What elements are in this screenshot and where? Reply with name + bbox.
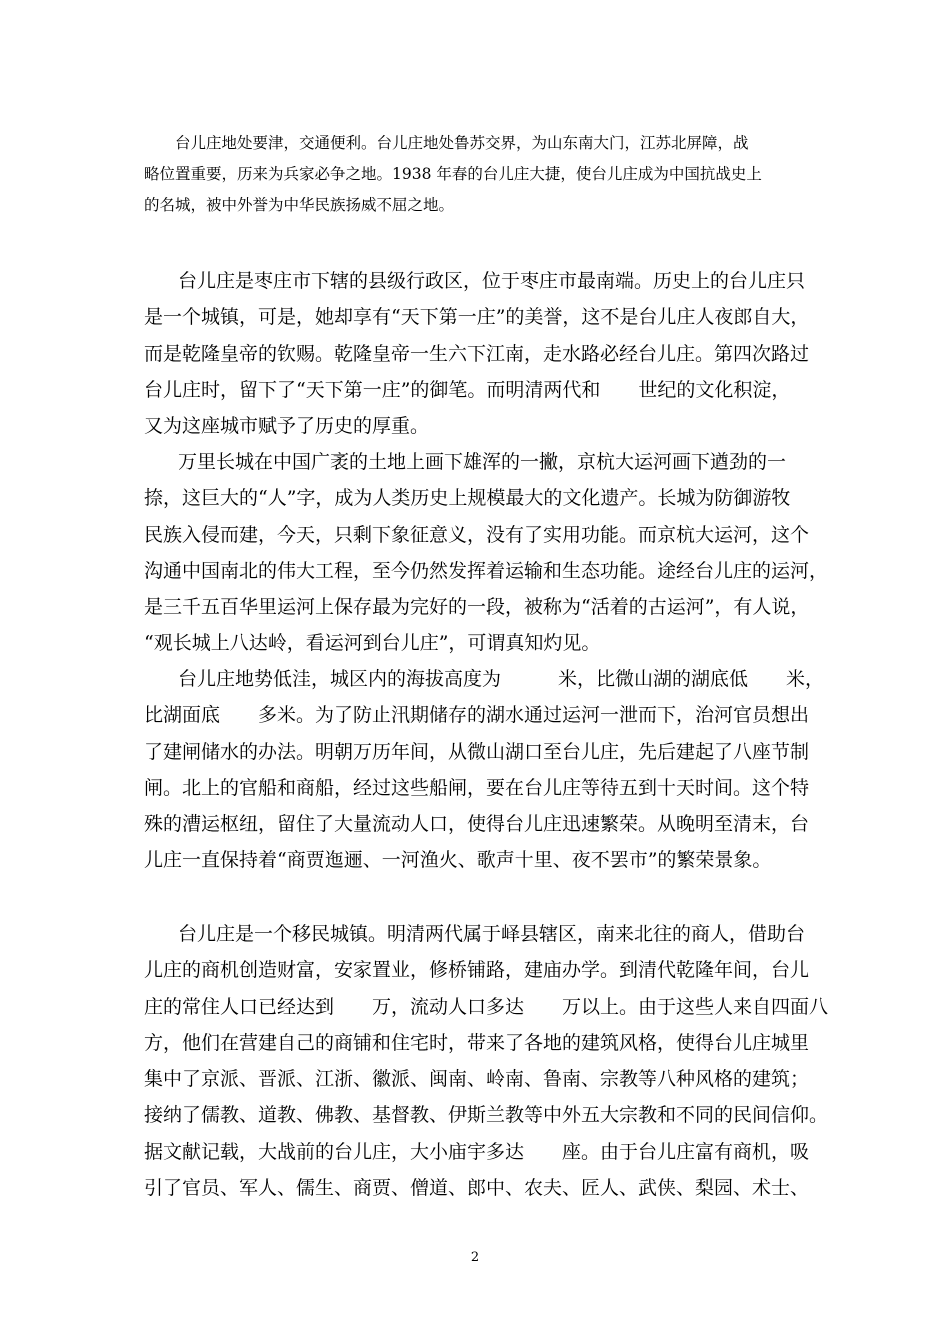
paragraph-line: 集中了京派、晋派、江浙、徽派、闽南、岭南、鲁南、宗教等八种风格的建筑； bbox=[144, 1068, 810, 1091]
paragraph-line: 殊的漕运枢纽，留住了大量流动人口，使得台儿庄迅速繁荣。从晚明至清末，台 bbox=[144, 813, 810, 836]
body-paragraph-1 bbox=[144, 263, 816, 444]
paragraph-line: 捺，这巨大的“人”字，成为人类历史上规模最大的文化遗产。长城为防御游牧 bbox=[144, 487, 791, 510]
paragraph-line: 儿庄一直保持着“商贾迤逦、一河渔火、歌声十里、夜不罢市”的繁荣景象。 bbox=[144, 849, 772, 872]
paragraph-line: 闸。北上的官船和商船，经过这些船闸，要在台儿庄等待五到十天时间。这个特 bbox=[144, 776, 810, 799]
paragraph-line: 据文献记载，大战前的台儿庄，大小庙宇多达 座。由于台儿庄富有商机，吸 bbox=[144, 1140, 810, 1163]
paragraph-line: 台儿庄是枣庄市下辖的县级行政区，位于枣庄市最南端。历史上的台儿庄只 bbox=[178, 270, 806, 292]
body-paragraph-3 bbox=[144, 661, 825, 879]
paragraph-line: 万里长城在中国广袤的土地上画下雄浑的一撇，京杭大运河画下遒劲的一 bbox=[178, 451, 787, 473]
intro-paragraph bbox=[144, 128, 816, 221]
paragraph-line: 方，他们在营建自己的商铺和住宅时，带来了各地的建筑风格，使得台儿庄城里 bbox=[144, 1031, 810, 1054]
paragraph-line: 引了官员、军人、儒生、商贾、僧道、郎中、农夫、匠人、武侠、梨园、术士、 bbox=[144, 1177, 810, 1200]
paragraph-line: 是一个城镇，可是，她却享有“天下第一庄”的美誉，这不是台儿庄人夜郎自大， bbox=[144, 306, 810, 329]
paragraph-line: “观长城上八达岭，看运河到台儿庄”，可谓真知灼见。 bbox=[144, 632, 601, 655]
intro-line: 略位置重要，历来为兵家必争之地。1938 年春的台儿庄大捷，使台儿庄成为中国抗战史上 bbox=[144, 165, 762, 183]
intro-line: 的名城，被中外誉为中华民族扬威不屈之地。 bbox=[144, 196, 455, 214]
body-paragraph-4 bbox=[144, 916, 829, 1206]
paragraph-line: 儿庄的商机创造财富，安家置业，修桥铺路，建庙办学。到清代乾隆年间，台儿 bbox=[144, 959, 810, 982]
paragraph-line: 又为这座城市赋予了历史的厚重。 bbox=[144, 415, 430, 438]
paragraph-line: 而是乾隆皇帝的钦赐。乾隆皇帝一生六下江南，走水路必经台儿庄。第四次路过 bbox=[144, 342, 810, 365]
paragraph-line: 民族入侵而建，今天，只剩下象征意义，没有了实用功能。而京杭大运河，这个 bbox=[144, 523, 810, 546]
paragraph-line: 台儿庄时，留下了“天下第一庄”的御笔。而明清两代和 世纪的文化积淀， bbox=[144, 378, 791, 401]
paragraph-line: 接纳了儒教、道教、佛教、基督教、伊斯兰教等中外五大宗教和不同的民间信仰。 bbox=[144, 1104, 829, 1127]
page-number: 2 bbox=[470, 1250, 480, 1265]
body-paragraph-2 bbox=[144, 444, 829, 662]
paragraph-line: 比湖面底 多米。为了防止汛期储存的湖水通过运河一泄而下，治河官员想出 bbox=[144, 704, 810, 727]
paragraph-line: 是三千五百华里运河上保存最为完好的一段，被称为“活着的古运河”，有人说， bbox=[144, 596, 810, 619]
paragraph-line: 台儿庄地势低洼，城区内的海拔高度为 米，比微山湖的湖底低 米， bbox=[178, 668, 825, 690]
paragraph-line: 沟通中国南北的伟大工程，至今仍然发挥着运输和生态功能。途经台儿庄的运河， bbox=[144, 559, 829, 582]
intro-line: 台儿庄地处要津，交通便利。台儿庄地处鲁苏交界，为山东南大门，江苏北屏障，战 bbox=[175, 134, 749, 152]
paragraph-line: 庄的常住人口已经达到 万，流动人口多达 万以上。由于这些人来自四面八 bbox=[144, 995, 829, 1018]
paragraph-line: 台儿庄是一个移民城镇。明清两代属于峄县辖区，南来北往的商人，借助台 bbox=[178, 923, 806, 945]
paragraph-line: 了建闸储水的办法。明朝万历年间，从微山湖口至台儿庄，先后建起了八座节制 bbox=[144, 740, 810, 763]
